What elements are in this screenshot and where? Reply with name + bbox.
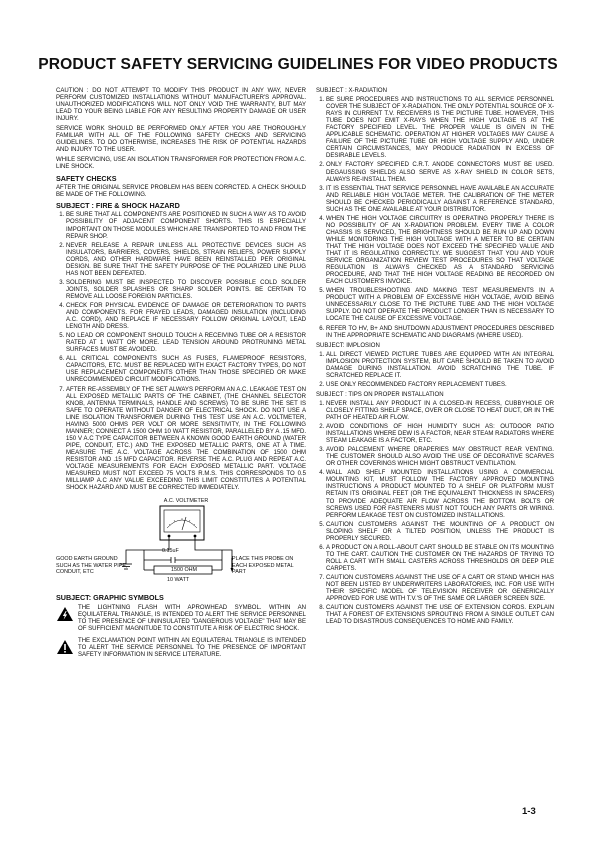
lightning-symbol-row — [56, 605, 306, 635]
installation-heading: SUBJECT : TIPS ON PROPER INSTALLATION — [316, 391, 444, 398]
exclamation-warning-icon — [56, 639, 74, 655]
list-item: 7. CAUTION CUSTOMERS AGAINST THE USE OF A CART OR STAND WHICH HAS NOT BEEN LISTED BY UNDERWRITERS LABORATORIES, INC. FOR USE WITH THEIR SPECIFIC MODEL OF TELEVISION RECEIVER OR GENERICALLY APPROVED FOR USE WITH T.V.'S OF THE SAME OR LARGER SCREEN SIZE. — [326, 575, 554, 603]
list-item: 3. SOLDERING MUST BE INSPECTED TO DISCOVER POSSIBLE COLD SOLDER JOINTS, SOLDER SPLASHES OR SHARP SOLDER POINTS. BE CERTAIN TO REMOVE ALL LOOSE FOREIGN PARTICLES. — [66, 280, 306, 301]
lightning-warning-icon — [56, 606, 74, 622]
installation-list — [316, 401, 554, 626]
probe-caption: PLACE THIS PROBE ON EACH EXPOSED METAL PART — [232, 556, 294, 576]
fire-shock-heading: SUBJECT : FIRE & SHOCK HAZARD — [56, 201, 180, 211]
list-item: 8. CAUTION CUSTOMERS AGAINST THE USE OF EXTENSION CORDS. EXPLAIN THAT A FOREST OF EXTENSIONS SPROUTING FROM A SINGLE OUTLET CAN LEAD TO DISASTROUS CONSEQUENCES TO HOME AND FAMILY. — [326, 605, 554, 626]
list-item: 6. A PRODUCT ON A ROLL-ABOUT CART SHOULD BE STABLE ON ITS MOUNTING TO THE CART. CAUTION THE CUSTOMER ON THE HAZARDS OF TRYING TO ROLL A CART WITH SMALL CASTERS ACROSS THRESHOLDS OR DEEP PILE CARPETS. — [326, 545, 554, 573]
capacitor-label: 0.15uF — [162, 548, 179, 555]
lightning-symbol-text: THE LIGHTNING FLASH WITH APROWHEAD SYMBOL. WITHIN AN EQUILATERAL TRIANGLE, IS INTENDED TO ALERT THE SERVICE PERSONNEL TO THE PRESENCE OF UNINSULATED "DANGEROUS VOLTAGE" THAT MAY BE OF SUFFICIENT MAGNITUDE TO CONSTITUTE A RISK OF ELECTRIC SHOCK. — [78, 604, 306, 632]
page-title: PRODUCT SAFETY SERVICING GUIDELINES FOR VIDEO PRODUCTS — [38, 56, 558, 73]
left-column — [56, 88, 306, 671]
voltmeter-label: A.C. VOLTMETER — [163, 498, 209, 505]
page-number: 1-3 — [522, 806, 536, 817]
watt-label: 10 WATT — [167, 577, 190, 584]
list-item: 7. AFTER RE-ASSEMBLY OF THE SET ALWAYS PERFORM AN A.C. LEAKAGE TEST ON ALL EXPOSED METALLIC PARTS OF THE CABINET, (THE CHANNEL SELECTOR KNOB, ANTENNA TERMINALS, HANDLE AND SCREWS) TO BE SURE THE SET IS SAFE TO OPERATE WITHOUT DANGER OF ELECTRICAL SHOCK. DO NOT USE A LINE ISOLATION TRANSFORMER DURING THIS TEST USE AN A.C. VOLTMETER, HAVING 5000 OHMS PER VOLT OR MORE SENSITIVITY, IN THE FOLLOWING MANNER; CONNECT A 1500 OHM 10 WATT RESISTOR, PARALLELED BY A .15 MFD. 150 V A.C TYPE CAPACITOR BETWEEN A KNOWN GOOD EARTH GROUND (WATER PIPE, CONDUIT, ETC.) AND THE EXPOSED METALLIC PARTS, ONE AT A TIME. MEASURE THE A.C. VOLTAGE ACROSS THE COMBINATION OF 1500 OHM RESISTOR AND .15 MFD CAPACITOR. REVERSE THE A.C. PLUG AND REPEAT A.C. VOLTAGE MEASUREMENTS FOR EACH EXPOSED METALLIC PART. VOLTAGE MEASURED MUST NOT EXCEED 75 VOLTS R.M.S. THIS CORRESPONDS TO 0.5 MILLIAMP A.C ANY VALUE EXCEEDING THIS LIMIT CONSTITUTES A POTENTIAL SHOCK HAZARD AND MUST BE CORRECTED IMMEDIATELY. — [66, 387, 306, 493]
right-column — [316, 88, 554, 629]
exclamation-symbol-row — [56, 638, 306, 668]
list-item: 3. AVOID PALCEMENT WHERE DRAPERIES MAY OBSTRUCT REAR VENTING. THE CUSTOMER SHOULD ALSO AVOID THE USE OF DECORATIVE SCARVES OR OTHER COVERINGS WHICH MIGHT OBSTRUCT VENTILATION. — [326, 447, 554, 468]
isolation-paragraph: WHILE SERVICING, USE AN ISOLATION TRANSFORMER FOR PROTECTION FROM A.C. LINE SHOCK. — [56, 157, 306, 171]
list-item: 1. BE SURE THAT ALL COMPONENTS ARE POSITIONED IN SUCH A WAY AS TO AVOID POSSIBILITY OF ADJACENT COMPONENT SHORTS. THIS IS ESPECIALLY IMPORTANT ON THOSE MODULES WHICH ARE TRANSPORTED TO AND FROM THE REPAIR SHOP. — [66, 212, 306, 240]
service-work-paragraph: SERVICE WORK SHOULD BE PERFORMED ONLY AFTER YOU ARE THOROUGHLY FAMILIAR WITH ALL OF THE FOLLOWING SAFETY CHECKS AND SERVICING GUIDELINES. TO DO OTHERWISE, INCREASES THE RISK OF POTENTIAL HAZARDS AND INJURY TO THE USER. — [56, 126, 306, 154]
xray-list — [316, 97, 554, 340]
safety-checks-heading: SAFETY CHECKS — [56, 173, 117, 183]
list-item: 4. CHECK FOR PHYSICAL EVIDENCE OF DAMAGE OR DETERIORATION TO PARTS AND COMPONENTS. FOR FRAYED LEADS, DAMAGED INSULATION (INCLUDING A.C. CORD), AND REPLACE IF NECESSARY FOLLOW ORIGINAL LAYOUT, LEAD LENGTH AND DRESS. — [66, 303, 306, 331]
resistor-label: 1500 OHM — [170, 567, 198, 574]
list-item: 1. NEVER INSTALL ANY PRODUCT IN A CLOSED-IN RECESS, CUBBYHOLE OR CLOSELY FITTING SHELF SPACE, OVER OR CLOSE TO HEAT DUCT, OR IN THE PATH OF HEATED AIR FLOW. — [326, 401, 554, 422]
implosion-heading: SUBJECT: IMPLOSION — [316, 342, 380, 349]
implosion-list — [316, 352, 554, 389]
fire-shock-list — [56, 212, 306, 492]
list-item: 5. WHEN TROUBLESHOOTING AND MAKING TEST MEASUREMENTS IN A PRODUCT WITH A PROBLEM OF EXCESSIVE HIGH VOLTAGE, AVOID BEING UNNECESSARILY CLOSE TO THE PICTURE TUBE AND THE HIGH VOLTAGE SUPPLY. DO NOT OPERATE THE PRODUCT LONGER THAN IS NECESSARY TO LOCATE THE CAUSE OF EXCESSIVE VOLTAGE. — [326, 288, 554, 323]
graphic-symbols-heading: SUBJECT: GRAPHIC SYMBOLS — [56, 593, 164, 603]
list-item: 5. NO LEAD OR COMPONENT SHOULD TOUCH A RECEIVING TUBE OR A RESISTOR RATED AT 1 WATT OR MORE. LEAD TENSION AROUND PROTRUNING METAL SURFACES MUST BE AVOIDED. — [66, 333, 306, 354]
list-item: 6. ALL CRITICAL COMPONENTS SUCH AS FUSES, FLAMEPROOF RESISTORS, CAPACITORS, ETC. MUST BE REPLACED WITH EXACT FACTORY TYPES, DO NOT USE REPLACEMENT COMPONENTS OTHER THAN THOSE SPECIFIED OR MAKE UNRECOMMENDED CIRCUIT MODIFICATIONS. — [66, 356, 306, 384]
list-item: 6. REFER TO HV, B+ AND SHUTDOWN ADJUSTMENT PROCEDURES DESCRIBED IN THE APPROPRIATE SCHEMATIC AND DIAGRAMS (WHERE USED). — [326, 326, 554, 340]
list-item: 1. ALL DIRECT VIEWED PICTURE TUBES ARE EQUIPPED WITH AN INTEGRAL IMPLOSION PROTECTION SYSTEM, BUT CARE SHOULD BE TAKEN TO AVOID DAMAGE DURING INSTALLATION. AVOID SCRATCHING THE TUBE. IF SCRATCHED REPLACE IT. — [326, 352, 554, 380]
list-item: 2. USE ONLY RECOMMENDED FACTORY REPLACEMENT TUBES. — [326, 382, 554, 389]
list-item: 2. NEVER RELEASE A REPAIR UNLESS ALL PROTECTIVE DEVICES SUCH AS INSULATORS, BARRIERS, COVERS, SHIELDS, STRAIN RELIEFS, POWER SUPPLY CORDS, AND OTHER HARDWARE HAVE BEEN REINSTALLED PER ORIGINAL DESIGN. BE SURE THAT THE SAFETY PURPOSE OF THE POLARIZED LINE PLUG HAS NOT BEEN DEFEATED. — [66, 243, 306, 278]
list-item: 3. IT IS ESSENTIAL THAT SERVICE PERSONNEL HAVE AVAILABLE AN ACCURATE AND RELIABLE HIGH VOLTAGE METER. THE CALIBRATION OF THE METER SHOULD BE CHECKED PERIODICALLY AGAINST A REFERENCE STANDARD, SUCH AS THE ONE AVAILABLE AT YOUR DISTRIBUTOR. — [326, 186, 554, 214]
exclamation-symbol-text: THE EXCLAMATION POINT WITHIN AN EQUILATERAL TRIANGLE IS INTENDED TO ALERT THE SERVICE PERSONNEL TO THE PRESENCE OF IMPORTANT SAFETY INFORMATION IN SERVICE LITERATURE. — [78, 637, 306, 658]
xray-heading: SUBJECT : X-RADIATION — [316, 88, 388, 94]
caution-paragraph: CAUTION : DO NOT ATTEMPT TO MODIFY THIS PRODUCT IN ANY WAY, NEVER PERFORM CUSTOMIZED INSTALLATIONS WITHOUT MANUFACTURER'S APPROVAL. UNAUTHORIZED MODIFICATIONS WILL NOT ONLY VOID THE WARRANTY, BUT MAY LEAD TO YOUR BEING LIABLE FOR ANY RESULTING PROPERTY DAMAGE OR USER INJURY. — [56, 88, 306, 123]
list-item: 4. WHEN THE HIGH VOLTAGE CIRCUITRY IS OPERATING PROPERLY THERE IS NO POSSIBILITY OF AN X-RADIATION PROBLEM. EVERY TIME A COLOR CHASSIS IS SERVICED, THE BRIGHTNESS SHOULD BE RUN UP AND DOWN WHILE MONITORING THE HIGH VOLTAGE WITH A METER TO BE CERTAIN THAT THE HIGH VOLTAGE DOES NOT EXCEED THE SPECIFIED VALUE AND THAT IT IS REGULATING CORRECTLY. WE SUGGEST THAT YOU AND YOUR SERVICE ORGANIZATION REVIEW TEST PROCEDURES SO THAT VOLTAGE REGULATION IS ALWAYS CHECKED AS A STANDARD SERVICING PROCEDURE, AND THAT THE HIGH VOLTAGE READING BE RECORDED ON EACH CUSTOMER'S INVOICE. — [326, 216, 554, 286]
safety-checks-text: AFTER THE ORIGINAL SERVICE PROBLEM HAS BEEN CORRCTED. A CHECK SHOULD BE MADE OF THE FOLLOWING. — [56, 184, 306, 198]
leakage-test-diagram — [56, 498, 306, 590]
ground-caption: GOOD EARTH GROUND SUCH AS THE WATER PIPE, CONDUIT, ETC — [56, 556, 128, 576]
list-item: 4. WALL AND SHELF MOUNTED INSTALLATIONS USING A COMMERCIAL MOUNTING KIT, MUST FOLLOW THE FACTORY APPROVED MOUNTING INSTRUCTIONS A PRODUCT MOUNTED TO A SHELF OR PLATFORM MUST RETAIN ITS ORIGINAL FEET (OR THE EQUIVALENT THICKNESS IN SPACERS) TO PROVIDE ADEQUATE AIR FLOW ACROSS THE BOTTOM. BOLTS OR SCREWS USED FOR FASTENERS MUST NOT TOUCH ANY PARTS OR WIRING. PERFORM LEAKAGE TEST ON CUSTOMIZED INSTALLATIONS. — [326, 470, 554, 519]
list-item: 1. BE SURE PROCEDURES AND INSTRUCTIONS TO ALL SERVICE PERSONNEL COVER THE SUBJECT OF X-RADIATION. THE ONLY POTENTIAL SOURCE OF X-RAYS IN CURRENT T.V. RECEIVERS IS THE PICTURE TUBE. HOWEVER, THIS TUBE DOES NOT EMIT X-RAYS WHEN THE HIGH VOLTAGE IS AT THE FACTORY SPECIFIED LEVEL. THE PROPER VALUE IS GIVEN IN THE APPLICABLE SCHEMATIC. OPERATION AT HIGHER VOLTAGES MAY CAUSE A FAILURE OF THE PICTURE TUBE OR HIGH VOLTAGE SUPPLY AND, UNDER CERTAIN CIRCUMSTANCES, MAY PRODUCE RADIATION IN EXCESS OF DESIRABLE LEVELS. — [326, 97, 554, 160]
list-item: 5. CAUTION CUSTOMERS AGAINST THE MOUNTING OF A PRODUCT ON SLOPING SHELF OR A TILTED POSITION, UNLESS THE PRODUCT IS PROPERLY SECURED. — [326, 522, 554, 543]
list-item: 2. AVOID CONDITIONS OF HIGH HUMIDITY SUCH AS: OUTDOOR PATIO INSTALLATIONS WHERE DEW IS A FACTOR, NEAR STEAM RADIATORS WHERE STEAM LEAKAGE IS A FACTOR, ETC. — [326, 424, 554, 445]
list-item: 2. ONLY FACTORY SPECIFIED C.R.T. ANODE CONNECTORS MUST BE USED. DEGAUSSING SHIELDS ALSO SERVE AS X-RAY SHIELD IN COLOR SETS, ALWAYS RE-INSTALL THEM. — [326, 162, 554, 183]
